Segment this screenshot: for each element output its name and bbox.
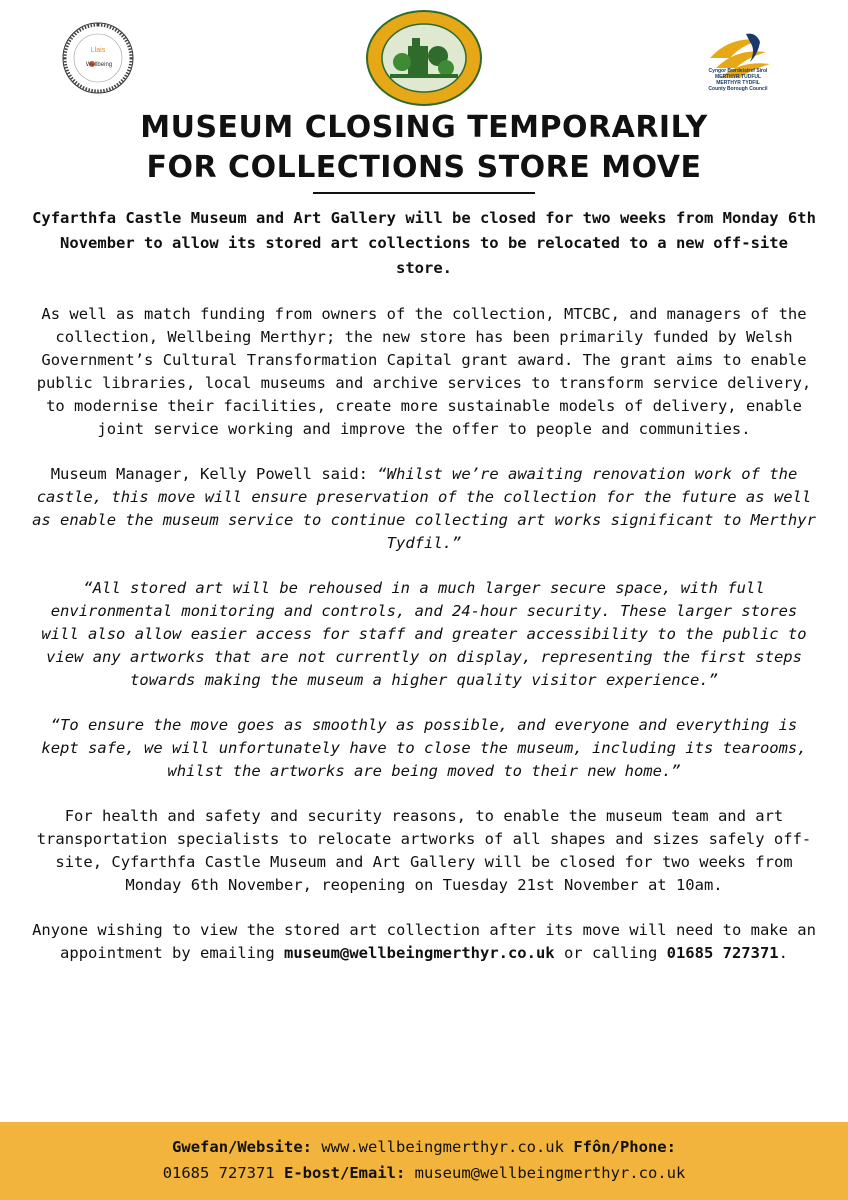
- wellbeing-merthyr-logo: [62, 22, 134, 94]
- footer-email-link[interactable]: museum@wellbeingmerthyr.co.uk: [405, 1164, 686, 1182]
- wellbeing-logo-text: Wellbeing: [85, 62, 113, 68]
- manager-intro: Museum Manager, Kelly Powell said:: [50, 465, 378, 483]
- contact-footer: [0, 1122, 848, 1200]
- phone-label: Ffôn/Phone:: [573, 1138, 676, 1156]
- closure-quote-paragraph: “To ensure the move goes as smoothly as possible, and everyone and everything is kept safe, we will unfortunately have to close the museum, including its tearooms, whilst the artworks are being moved to their new home.”: [41, 716, 807, 780]
- appointment-text-end: .: [778, 944, 788, 962]
- footer-line-1: [0, 1134, 848, 1160]
- council-line: MERTHYR TYDFIL: [716, 80, 760, 86]
- website-label: Gwefan/Website:: [172, 1138, 313, 1156]
- reopening-paragraph: For health and safety and security reasons, to enable the museum team and art transportation specialists to relocate artworks of all shapes and sizes safely off-site, Cyfarthfa Castle Museum and Art Gallery will be closed for two weeks from Monday 6th November, reopening on Tuesday 21st November at 10am.: [36, 807, 812, 894]
- contact-phone[interactable]: 01685 727371: [666, 944, 779, 962]
- title-line-2: FOR COLLECTIONS STORE MOVE: [146, 150, 702, 185]
- appointment-paragraph: [30, 919, 818, 965]
- appointment-text-or: or calling: [554, 944, 667, 962]
- cyfarthfa-castle-logo: [366, 10, 482, 106]
- contact-email-link[interactable]: museum@wellbeingmerthyr.co.uk: [284, 944, 555, 962]
- llais-logo-text: Llais: [90, 47, 106, 54]
- footer-phone[interactable]: 01685 727371: [162, 1164, 285, 1182]
- storage-quote-paragraph: “All stored art will be rehoused in a much larger secure space, with full environmental monitoring and controls, and 24-hour security. These larger stores will also allow easier access for staff and greater accessibility to the public to view any artworks that are not currently on display, representing the first steps towards making the museum a higher quality visitor experience.”: [41, 579, 807, 689]
- logo-bar: [0, 0, 848, 110]
- lead-paragraph: Cyfarthfa Castle Museum and Art Gallery will be closed for two weeks from Monday 6th November to allow its stored art collections to be relocated to a new off-site store.: [32, 209, 816, 277]
- email-label: E-bost/Email:: [284, 1164, 406, 1182]
- council-name: [690, 68, 786, 92]
- footer-line-2: [0, 1160, 848, 1186]
- manager-quote-paragraph: [30, 463, 818, 555]
- manager-quote: “Whilst we’re awaiting renovation work of the castle, this move will ensure preservation of the collection for the future as well as enable the museum service to continue collecting art works significant to Merthyr Tydfil.”: [32, 465, 816, 552]
- council-line: County Borough Council: [708, 86, 768, 92]
- website-link[interactable]: www.wellbeingmerthyr.co.uk: [312, 1138, 574, 1156]
- title-underline: [313, 192, 535, 194]
- article-body: [30, 206, 818, 987]
- title-line-1: MUSEUM CLOSING TEMPORARILY: [140, 110, 708, 145]
- council-line: MERTHYR TUDFUL: [714, 74, 762, 80]
- page-title: [0, 108, 848, 188]
- funding-paragraph: As well as match funding from owners of the collection, MTCBC, and managers of the collection, Wellbeing Merthyr; the new store has been primarily funded by Welsh Government’s Cultural Transformation Capital grant award. The grant aims to enable public libraries, local museums and archive services to transform service delivery, to modernise their facilities, create more sustainable models of delivery, enable joint service working and improve the offer to people and communities.: [36, 305, 812, 438]
- council-line: Cyngor Bwrdeistref Sirol: [708, 68, 768, 74]
- appointment-text: Anyone wishing to view the stored art collection after its move will need to make an appointment by emailing: [32, 921, 816, 962]
